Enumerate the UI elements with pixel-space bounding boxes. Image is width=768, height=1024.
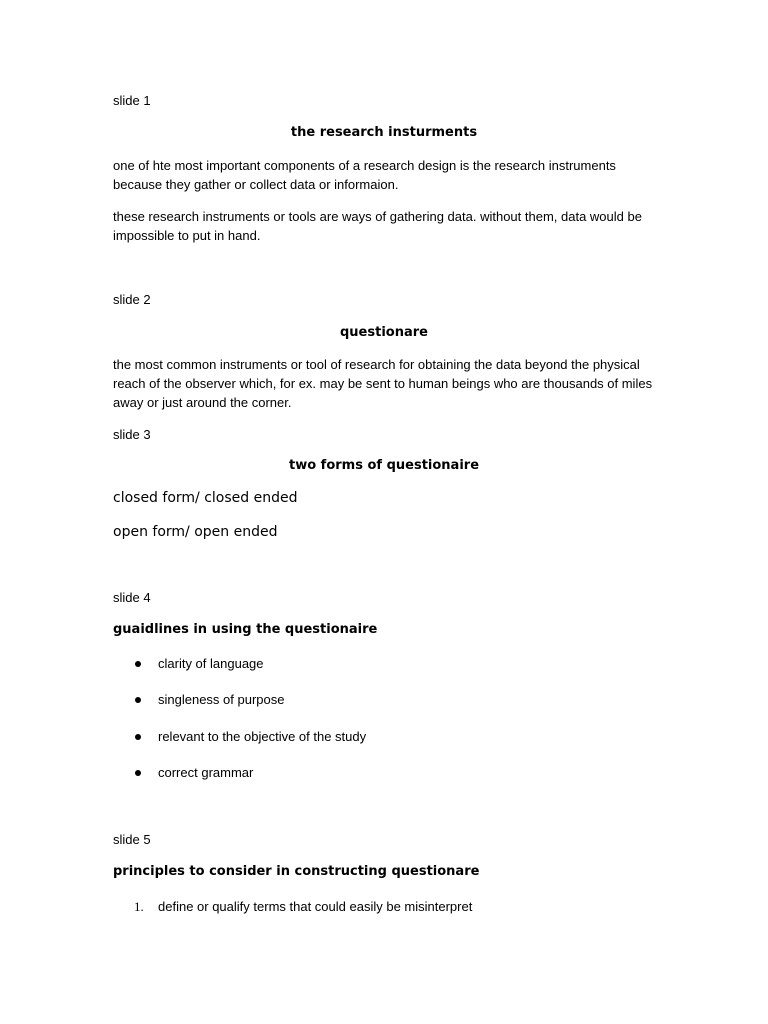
bullet-icon <box>135 734 141 740</box>
slide-1-paragraph-1: one of hte most important components of a research design is the research instruments because they gather or collect data or informaion. <box>113 158 616 192</box>
list-item-text: relevant to the objective of the study <box>158 729 367 744</box>
list-item <box>0 729 768 747</box>
slide-2-label: slide 2 <box>113 292 151 307</box>
slide-5-title: principles to consider in constructing questionare <box>113 864 480 879</box>
slide-3-title: two forms of questionaire <box>288 458 480 473</box>
bullet-icon <box>135 770 141 776</box>
slide-1-label: slide 1 <box>113 93 151 108</box>
slide-3-label: slide 3 <box>113 427 151 442</box>
slide-1-paragraph-2: these research instruments or tools are ways of gathering data. without them, data would be impossible to put in hand. <box>113 209 642 243</box>
list-item <box>0 656 768 674</box>
list-item-text: correct grammar <box>158 765 254 780</box>
list-item-text: singleness of purpose <box>158 692 285 707</box>
slide-2-title: questionare <box>340 325 428 340</box>
bullet-icon <box>135 661 141 667</box>
slide-4-label: slide 4 <box>113 590 151 605</box>
slide-3-item-closed: closed form/ closed ended <box>113 490 298 506</box>
slide-2-paragraph: the most common instruments or tool of research for obtaining the data beyond the physical reach of the observer which, for ex. may be sent to human beings who are thousands of miles away or just around the corner. <box>113 357 653 410</box>
slide-4-title: guaidlines in using the questionaire <box>113 622 378 637</box>
slide-5-label: slide 5 <box>113 832 151 847</box>
list-item-number: 1. <box>134 899 144 914</box>
slide-1-title: the research insturments <box>290 125 478 140</box>
list-item <box>0 692 768 710</box>
list-item <box>0 765 768 783</box>
bullet-icon <box>135 697 141 703</box>
list-item-text: clarity of language <box>158 656 264 671</box>
list-item <box>0 899 768 917</box>
list-item-text: define or qualify terms that could easily be misinterpret <box>158 899 473 914</box>
slide-3-item-open: open form/ open ended <box>113 524 278 540</box>
